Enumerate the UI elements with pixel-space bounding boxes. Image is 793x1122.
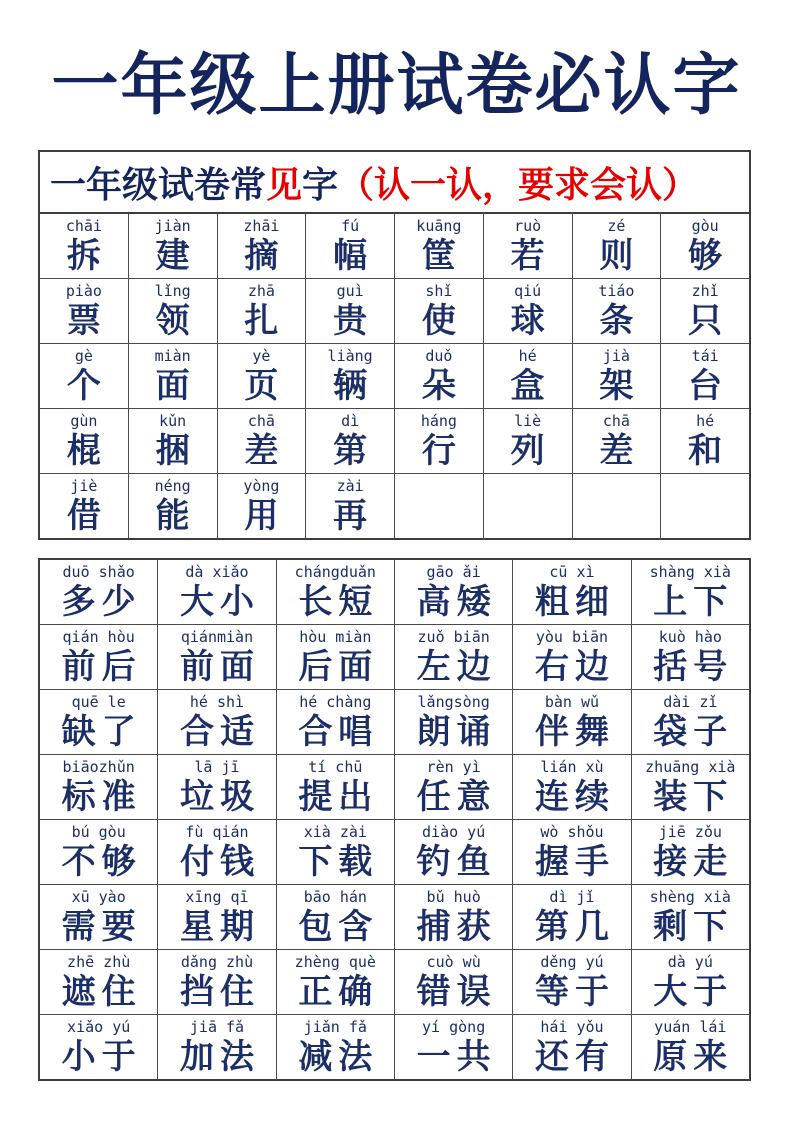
char-cell <box>631 950 749 1014</box>
pinyin-label: dì <box>341 412 360 430</box>
char-cell <box>157 560 275 624</box>
char-cell <box>40 560 157 624</box>
hanzi-text: 还有 <box>534 1038 615 1076</box>
hanzi-text: 页 <box>244 367 279 405</box>
hanzi-text: 捕获 <box>416 908 497 946</box>
hanzi-text: 架 <box>599 367 634 405</box>
char-cell <box>217 344 306 408</box>
hanzi-text: 括号 <box>653 648 734 686</box>
hanzi-text: 伴舞 <box>534 713 615 751</box>
char-cell <box>394 755 512 819</box>
pinyin-label: zài <box>336 477 364 495</box>
char-cell <box>157 950 275 1014</box>
pinyin-label: fú <box>341 217 360 235</box>
hanzi-text: 右边 <box>534 648 615 686</box>
pinyin-label: yòng <box>243 477 280 495</box>
hanzi-text: 第几 <box>534 908 615 946</box>
char-cell <box>394 690 512 754</box>
pinyin-label: qiánmiàn <box>180 628 254 646</box>
pinyin-label: bāo hán <box>303 888 367 906</box>
pinyin-label: dì jǐ <box>549 888 595 906</box>
hanzi-text: 贵 <box>333 302 368 340</box>
pinyin-label: kǔn <box>159 412 187 430</box>
hanzi-text: 标准 <box>61 778 142 816</box>
char-cell <box>276 820 394 884</box>
char-cell <box>660 279 749 343</box>
hanzi-text: 盒 <box>510 367 545 405</box>
char-cell <box>305 214 394 278</box>
char-cell <box>572 409 661 473</box>
char-cell <box>512 625 630 689</box>
table-row <box>40 343 749 408</box>
pinyin-label: dài zǐ <box>663 693 718 711</box>
char-cell <box>217 279 306 343</box>
pinyin-label: chángduǎn <box>294 563 376 581</box>
char-cell <box>512 885 630 949</box>
hanzi-text: 够 <box>688 237 723 275</box>
char-cell <box>40 690 157 754</box>
char-cell <box>157 820 275 884</box>
char-cell <box>40 474 128 538</box>
hanzi-text: 借 <box>66 497 101 535</box>
pinyin-label: jiàn <box>154 217 191 235</box>
char-cell <box>40 950 157 1014</box>
pinyin-label: rèn yì <box>426 758 481 776</box>
page-title: 一年级上册试卷必认字 <box>51 48 742 123</box>
hanzi-text: 拆 <box>66 237 101 275</box>
subtitle-segment: 见 <box>266 163 303 205</box>
hanzi-text: 左边 <box>416 648 497 686</box>
pinyin-label: bú gòu <box>71 823 126 841</box>
hanzi-text: 领 <box>155 302 190 340</box>
char-cell <box>40 1015 157 1079</box>
char-cell <box>276 625 394 689</box>
pinyin-label: hé chàng <box>299 693 372 711</box>
subtitle-segment: 字 <box>302 163 339 205</box>
two-character-word-table <box>40 560 749 1079</box>
pinyin-label: jiā fǎ <box>189 1018 245 1036</box>
pinyin-label: liàng <box>327 347 373 365</box>
hanzi-text: 再 <box>333 497 368 535</box>
char-cell <box>128 409 217 473</box>
pinyin-label: kuò hào <box>658 628 722 646</box>
table-row <box>40 819 749 884</box>
char-cell <box>394 279 483 343</box>
char-cell <box>483 474 572 538</box>
pinyin-label: duǒ <box>425 347 453 365</box>
char-cell <box>276 690 394 754</box>
pinyin-label: hòu miàn <box>299 628 372 646</box>
char-cell <box>128 344 217 408</box>
hanzi-text: 行 <box>421 432 456 470</box>
hanzi-text: 扎 <box>244 302 279 340</box>
hanzi-text: 连续 <box>534 778 615 816</box>
pinyin-label: lǎngsòng <box>417 693 490 711</box>
table-row <box>40 949 749 1014</box>
pinyin-label: xiǎo yú <box>67 1018 131 1036</box>
pinyin-label: cū xì <box>549 563 595 581</box>
pinyin-label: lián xù <box>540 758 604 776</box>
hanzi-text: 朵 <box>421 367 456 405</box>
hanzi-text: 一共 <box>416 1038 497 1076</box>
hanzi-text: 钓鱼 <box>416 843 497 881</box>
pinyin-label: kuāng <box>416 217 462 235</box>
char-cell <box>157 625 275 689</box>
hanzi-text: 后面 <box>298 648 379 686</box>
char-cell <box>394 214 483 278</box>
hanzi-text: 台 <box>688 367 723 405</box>
pinyin-label: zhē zhù <box>67 953 131 971</box>
hanzi-text: 上下 <box>653 583 734 621</box>
char-cell <box>40 344 128 408</box>
char-cell <box>305 409 394 473</box>
char-cell <box>128 279 217 343</box>
hanzi-text: 遮住 <box>61 973 142 1011</box>
hanzi-text: 筐 <box>421 237 456 275</box>
pinyin-label: gòu <box>691 217 719 235</box>
pinyin-label: chā <box>602 412 630 430</box>
char-cell <box>512 1015 630 1079</box>
pinyin-label: diào yú <box>422 823 486 841</box>
hanzi-text: 星期 <box>179 908 260 946</box>
char-cell <box>40 885 157 949</box>
hanzi-text: 包含 <box>298 908 379 946</box>
pinyin-label: tái <box>691 347 719 365</box>
char-cell <box>660 409 749 473</box>
char-cell <box>572 214 661 278</box>
pinyin-label: tiáo <box>598 282 635 300</box>
pinyin-label: gāo ǎi <box>426 563 481 581</box>
hanzi-text: 装下 <box>653 778 734 816</box>
hanzi-text: 错误 <box>416 973 497 1011</box>
pinyin-label: yí gòng <box>422 1018 486 1036</box>
pinyin-label: zhā <box>247 282 275 300</box>
table-row <box>40 754 749 819</box>
char-cell <box>305 344 394 408</box>
pinyin-label: zé <box>607 217 626 235</box>
char-cell <box>40 214 128 278</box>
hanzi-text: 前面 <box>179 648 260 686</box>
char-cell <box>631 625 749 689</box>
char-cell <box>128 474 217 538</box>
pinyin-label: jiǎn fǎ <box>303 1018 367 1036</box>
char-cell <box>483 214 572 278</box>
pinyin-label: yuán lái <box>654 1018 727 1036</box>
pinyin-label: dà yú <box>667 953 713 971</box>
char-cell <box>483 279 572 343</box>
pinyin-label: shǐ <box>425 282 453 300</box>
char-cell <box>631 755 749 819</box>
char-cell <box>631 820 749 884</box>
hanzi-text: 合适 <box>179 713 260 751</box>
hanzi-text: 减法 <box>298 1038 379 1076</box>
hanzi-text: 垃圾 <box>179 778 260 816</box>
pinyin-label: biāozhǔn <box>62 758 135 776</box>
pinyin-label: bǔ huò <box>426 888 481 906</box>
subtitle-segment: （认一认，要求会认） <box>338 163 699 205</box>
hanzi-text: 辆 <box>333 367 368 405</box>
char-cell <box>217 409 306 473</box>
hanzi-text: 缺了 <box>61 713 142 751</box>
pinyin-label: wò shǒu <box>540 823 604 841</box>
pinyin-label: zhǐ <box>691 282 719 300</box>
pinyin-label: lǐng <box>154 282 191 300</box>
hanzi-text: 剩下 <box>653 908 734 946</box>
char-cell <box>572 279 661 343</box>
hanzi-text: 第 <box>333 432 368 470</box>
char-cell <box>276 885 394 949</box>
pinyin-label: xià zài <box>303 823 367 841</box>
hanzi-text: 则 <box>599 237 634 275</box>
char-cell <box>631 560 749 624</box>
pinyin-label: miàn <box>154 347 191 365</box>
char-cell <box>394 625 512 689</box>
char-cell <box>128 214 217 278</box>
pinyin-label: cuò wù <box>426 953 481 971</box>
hanzi-text: 高矮 <box>416 583 497 621</box>
common-characters-box <box>38 150 751 540</box>
hanzi-text: 朗诵 <box>416 713 497 751</box>
hanzi-text: 袋子 <box>653 713 734 751</box>
char-cell <box>660 344 749 408</box>
pinyin-label: xīng qī <box>185 888 249 906</box>
hanzi-text: 正确 <box>298 973 379 1011</box>
pinyin-label: zhāi <box>243 217 280 235</box>
char-cell <box>157 885 275 949</box>
char-cell <box>276 950 394 1014</box>
char-cell <box>217 474 306 538</box>
char-cell <box>40 820 157 884</box>
pinyin-label: chāi <box>65 217 102 235</box>
hanzi-text: 和 <box>688 432 723 470</box>
hanzi-text: 粗细 <box>534 583 615 621</box>
hanzi-text: 大于 <box>653 973 734 1011</box>
char-cell <box>394 950 512 1014</box>
pinyin-label: chā <box>247 412 275 430</box>
char-cell <box>512 690 630 754</box>
char-cell <box>276 560 394 624</box>
hanzi-text: 列 <box>510 432 545 470</box>
hanzi-text: 棍 <box>66 432 101 470</box>
hanzi-text: 幅 <box>333 237 368 275</box>
table-row <box>40 408 749 473</box>
pinyin-label: néng <box>154 477 191 495</box>
char-cell <box>394 344 483 408</box>
pinyin-label: dà xiǎo <box>185 563 249 581</box>
subtitle-segment: 一年级试卷常 <box>50 163 267 205</box>
table-row <box>40 560 749 624</box>
table-row <box>40 1014 749 1079</box>
pinyin-label: yè <box>252 347 271 365</box>
hanzi-text: 面 <box>155 367 190 405</box>
hanzi-text: 握手 <box>534 843 615 881</box>
char-cell <box>217 214 306 278</box>
section-subtitle <box>40 152 749 214</box>
hanzi-text: 付钱 <box>179 843 260 881</box>
hanzi-text: 摘 <box>244 237 279 275</box>
table-row <box>40 884 749 949</box>
char-cell <box>660 214 749 278</box>
pinyin-label: lā jī <box>194 758 240 776</box>
char-cell <box>572 344 661 408</box>
hanzi-text: 提出 <box>298 778 379 816</box>
pinyin-label: fù qián <box>185 823 249 841</box>
char-cell <box>394 474 483 538</box>
char-cell <box>394 820 512 884</box>
hanzi-text: 长短 <box>298 583 379 621</box>
char-cell <box>483 409 572 473</box>
pinyin-label: xū yào <box>71 888 126 906</box>
char-cell <box>394 560 512 624</box>
char-cell <box>394 885 512 949</box>
pinyin-label: duō shǎo <box>62 563 135 581</box>
hanzi-text: 只 <box>688 302 723 340</box>
hanzi-text: 若 <box>510 237 545 275</box>
pinyin-label: hé <box>518 347 537 365</box>
pinyin-label: zhèng què <box>294 953 376 971</box>
pinyin-label: guì <box>336 282 364 300</box>
pinyin-label: gè <box>74 347 93 365</box>
char-cell <box>157 1015 275 1079</box>
char-cell <box>483 344 572 408</box>
hanzi-text: 差 <box>599 432 634 470</box>
table-row <box>40 214 749 278</box>
char-cell <box>631 690 749 754</box>
table-row <box>40 278 749 343</box>
pinyin-label: jiè <box>70 477 98 495</box>
pinyin-label: hé <box>696 412 715 430</box>
char-cell <box>276 755 394 819</box>
pinyin-label: hé shì <box>189 693 245 711</box>
char-cell <box>40 625 157 689</box>
hanzi-text: 下载 <box>298 843 379 881</box>
pinyin-label: tí chū <box>308 758 363 776</box>
pinyin-label: shèng xià <box>649 888 731 906</box>
char-cell <box>394 409 483 473</box>
pinyin-label: háng <box>420 412 457 430</box>
table-row <box>40 689 749 754</box>
char-cell <box>631 885 749 949</box>
pinyin-label: bàn wǔ <box>544 693 600 711</box>
pinyin-label: shàng xià <box>649 563 731 581</box>
pinyin-label: gùn <box>70 412 98 430</box>
char-cell <box>512 950 630 1014</box>
single-character-table <box>40 214 749 538</box>
pinyin-label: yòu biān <box>535 628 609 646</box>
pinyin-label: jiē zǒu <box>658 823 722 841</box>
table-row <box>40 624 749 689</box>
hanzi-text: 条 <box>599 302 634 340</box>
hanzi-text: 大小 <box>179 583 260 621</box>
pinyin-label: piào <box>65 282 102 300</box>
hanzi-text: 合唱 <box>298 713 379 751</box>
hanzi-text: 捆 <box>155 432 190 470</box>
hanzi-text: 差 <box>244 432 279 470</box>
pinyin-label: hái yǒu <box>540 1018 604 1036</box>
hanzi-text: 接走 <box>653 843 734 881</box>
char-cell <box>631 1015 749 1079</box>
char-cell <box>157 755 275 819</box>
hanzi-text: 建 <box>155 237 190 275</box>
pinyin-label: dǎng zhù <box>180 953 254 971</box>
hanzi-text: 任意 <box>416 778 497 816</box>
char-cell <box>305 279 394 343</box>
char-cell <box>512 755 630 819</box>
hanzi-text: 小于 <box>61 1038 142 1076</box>
pinyin-label: qián hòu <box>62 628 135 646</box>
hanzi-text: 球 <box>510 302 545 340</box>
hanzi-text: 前后 <box>61 648 142 686</box>
pinyin-label: děng yú <box>540 953 604 971</box>
pinyin-label: ruò <box>514 217 542 235</box>
pinyin-label: jià <box>602 347 630 365</box>
table-row <box>40 473 749 538</box>
char-cell <box>660 474 749 538</box>
pinyin-label: zuǒ biān <box>417 628 490 646</box>
char-cell <box>40 755 157 819</box>
char-cell <box>305 474 394 538</box>
pinyin-label: zhuāng xià <box>645 758 736 776</box>
char-cell <box>276 1015 394 1079</box>
hanzi-text: 不够 <box>61 843 142 881</box>
hanzi-text: 等于 <box>534 973 615 1011</box>
hanzi-text: 挡住 <box>179 973 260 1011</box>
hanzi-text: 票 <box>66 302 101 340</box>
char-cell <box>394 1015 512 1079</box>
char-cell <box>512 820 630 884</box>
hanzi-text: 使 <box>421 302 456 340</box>
char-cell <box>157 690 275 754</box>
pinyin-label: qiú <box>514 282 542 300</box>
hanzi-text: 个 <box>66 367 101 405</box>
char-cell <box>512 560 630 624</box>
hanzi-text: 能 <box>155 497 190 535</box>
word-table-box <box>38 558 751 1081</box>
char-cell <box>40 279 128 343</box>
pinyin-label: liè <box>514 412 542 430</box>
hanzi-text: 原来 <box>653 1038 734 1076</box>
char-cell <box>40 409 128 473</box>
hanzi-text: 需要 <box>61 908 142 946</box>
pinyin-label: quē le <box>71 693 126 711</box>
hanzi-text: 多少 <box>61 583 142 621</box>
hanzi-text: 加法 <box>179 1038 260 1076</box>
hanzi-text: 用 <box>244 497 279 535</box>
char-cell <box>572 474 661 538</box>
